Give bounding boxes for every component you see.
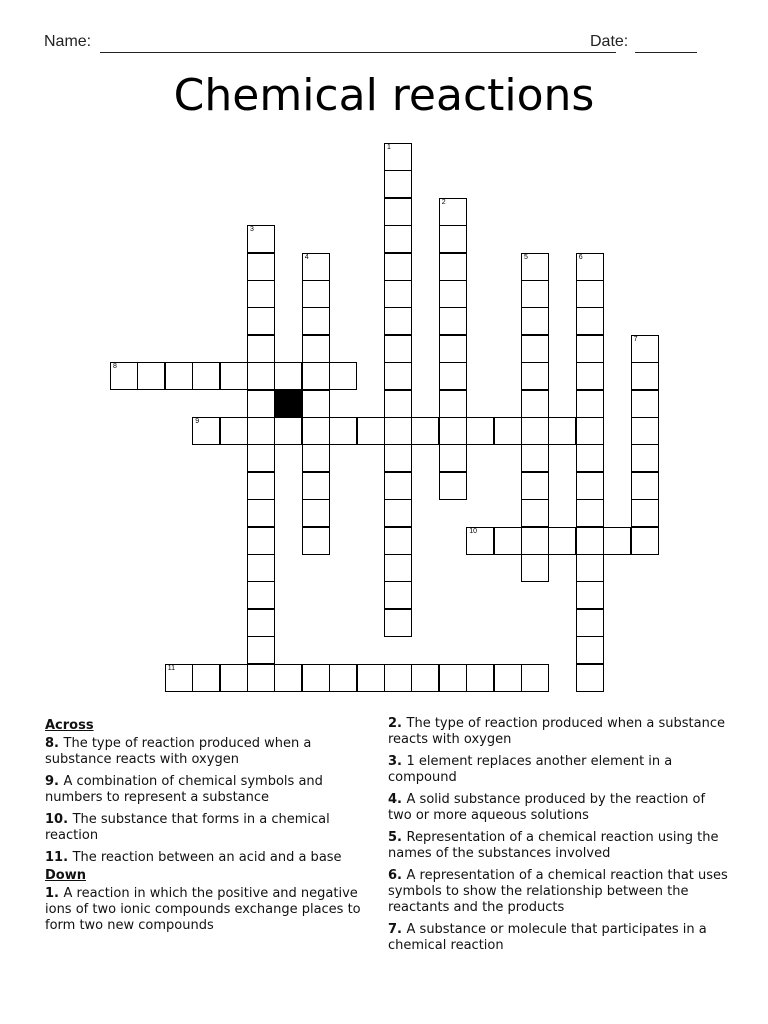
- crossword-cell[interactable]: [247, 390, 275, 418]
- clue-text: A combination of chemical symbols and numbers to represent a substance: [45, 774, 323, 805]
- crossword-cell[interactable]: [274, 417, 302, 445]
- crossword-cell[interactable]: [576, 444, 604, 472]
- crossword-cell[interactable]: [302, 335, 330, 363]
- crossword-cell[interactable]: [521, 390, 549, 418]
- crossword-cell[interactable]: [466, 417, 494, 445]
- crossword-cell[interactable]: [384, 664, 412, 692]
- cell-number: 1: [387, 144, 391, 151]
- crossword-cell[interactable]: [521, 499, 549, 527]
- crossword-cell[interactable]: [302, 280, 330, 308]
- crossword-cell[interactable]: [439, 225, 467, 253]
- crossword-cell[interactable]: [192, 664, 220, 692]
- clue-text: The type of reaction produced when a substance reacts with oxygen: [45, 736, 312, 767]
- crossword-cell[interactable]: [247, 225, 275, 253]
- crossword-cell[interactable]: [494, 664, 522, 692]
- clue-down-4: 4. A solid substance produced by the reaction of two or more aqueous solutions: [388, 792, 706, 823]
- crossword-cell[interactable]: [521, 444, 549, 472]
- crossword-cell[interactable]: [576, 253, 604, 281]
- crossword-cell[interactable]: [631, 335, 659, 363]
- crossword-cell[interactable]: [384, 472, 412, 500]
- clue-down-6: 6. A representation of a chemical reaction that uses symbols to show the relationship between the reactants and the products: [388, 868, 728, 915]
- clues-left-column: [45, 716, 377, 940]
- cell-number: 11: [167, 664, 176, 672]
- crossword-cell[interactable]: [576, 362, 604, 390]
- crossword-cell[interactable]: [439, 198, 467, 226]
- crossword-cell[interactable]: [521, 472, 549, 500]
- crossword-cell[interactable]: [439, 417, 467, 445]
- page-title: Chemical reactions: [173, 70, 595, 121]
- clue-text: 1 element replaces another element in a compound: [388, 754, 673, 785]
- crossword-cell[interactable]: [302, 362, 330, 390]
- crossword-cell[interactable]: [521, 307, 549, 335]
- crossword-cell[interactable]: [411, 664, 439, 692]
- crossword-cell[interactable]: [247, 335, 275, 363]
- crossword-cell[interactable]: [247, 280, 275, 308]
- clue-number: 10: [45, 812, 64, 827]
- clue-text: A reaction in which the positive and negative ions of two ionic compounds exchange places to form two new compounds: [45, 886, 361, 933]
- crossword-cell[interactable]: [137, 362, 165, 390]
- crossword-cell[interactable]: [576, 472, 604, 500]
- clue-down-2: 2. The type of reaction produced when a substance reacts with oxygen: [388, 716, 725, 747]
- clue-text: A substance or molecule that participates in a chemical reaction: [388, 922, 707, 953]
- cell-number: 8: [113, 363, 117, 371]
- crossword-cell[interactable]: [247, 581, 275, 609]
- crossword-cell[interactable]: [631, 499, 659, 527]
- cell-number: 3: [250, 226, 254, 234]
- crossword-cell[interactable]: [384, 170, 412, 198]
- clue-down-7: 7. A substance or molecule that participates in a chemical reaction: [388, 922, 707, 953]
- crossword-cell[interactable]: [247, 499, 275, 527]
- clue-number: 6: [388, 868, 398, 883]
- crossword-cell[interactable]: [439, 664, 467, 692]
- crossword-cell[interactable]: [521, 253, 549, 281]
- crossword-cell[interactable]: [165, 362, 193, 390]
- across-heading: Across: [45, 718, 94, 733]
- crossword-cell[interactable]: [439, 280, 467, 308]
- crossword-cell[interactable]: [384, 499, 412, 527]
- clue-text: The reaction between an acid and a base: [72, 850, 342, 865]
- crossword-cell[interactable]: [521, 335, 549, 363]
- crossword-cell[interactable]: [384, 225, 412, 253]
- crossword-cell[interactable]: [384, 527, 412, 555]
- crossword-cell[interactable]: [439, 472, 467, 500]
- crossword-cell[interactable]: [439, 444, 467, 472]
- crossword-cell[interactable]: [631, 390, 659, 418]
- cell-number: 6: [578, 253, 583, 261]
- crossword-cell[interactable]: [302, 444, 330, 472]
- crossword-cell[interactable]: [302, 390, 330, 418]
- crossword-cell[interactable]: [302, 527, 330, 555]
- crossword-cell[interactable]: [548, 417, 576, 445]
- cell-number: 5: [524, 253, 528, 261]
- clue-text: Representation of a chemical reaction using the names of the substances involved: [388, 830, 719, 861]
- crossword-cell[interactable]: [247, 636, 275, 664]
- crossword-cell[interactable]: [247, 527, 275, 555]
- clue-down-5: 5. Representation of a chemical reaction using the names of the substances involved: [388, 830, 719, 861]
- crossword-cell[interactable]: [274, 664, 302, 692]
- crossword-cell[interactable]: [576, 417, 604, 445]
- black-square: [274, 390, 302, 418]
- crossword-cell[interactable]: [631, 444, 659, 472]
- crossword-cell[interactable]: [411, 417, 439, 445]
- crossword-cell[interactable]: [247, 554, 275, 582]
- date-label: Date:: [590, 33, 629, 50]
- clue-number: 8: [45, 736, 55, 751]
- crossword-cell[interactable]: [603, 527, 631, 555]
- clues-right-column: [388, 716, 728, 960]
- crossword-cell[interactable]: [576, 335, 604, 363]
- crossword-cell[interactable]: [357, 417, 385, 445]
- crossword-cell[interactable]: [576, 581, 604, 609]
- crossword-cell[interactable]: [521, 527, 549, 555]
- crossword-cell[interactable]: [576, 390, 604, 418]
- crossword-cell[interactable]: [302, 664, 330, 692]
- crossword-cell[interactable]: [302, 307, 330, 335]
- crossword-cell[interactable]: [247, 472, 275, 500]
- clue-down-1: 1. A reaction in which the positive and negative ions of two ionic compounds exchange places to form two new compounds: [45, 886, 361, 933]
- crossword-cell[interactable]: [247, 253, 275, 281]
- crossword-cell[interactable]: [521, 554, 549, 582]
- crossword-cell[interactable]: [576, 636, 604, 664]
- crossword-cell[interactable]: [631, 472, 659, 500]
- crossword-cell[interactable]: [631, 362, 659, 390]
- clue-number: 5: [388, 830, 398, 845]
- crossword-cell[interactable]: [576, 527, 604, 555]
- crossword-cell[interactable]: [384, 417, 412, 445]
- clue-across-8: 8. The type of reaction produced when a substance reacts with oxygen: [45, 736, 312, 767]
- crossword-cell[interactable]: [247, 362, 275, 390]
- crossword-cell[interactable]: [220, 417, 248, 445]
- crossword-cell[interactable]: [247, 307, 275, 335]
- cell-number: 9: [195, 418, 200, 425]
- crossword-cell[interactable]: [521, 280, 549, 308]
- cell-number: 4: [304, 253, 309, 261]
- crossword-cell[interactable]: [384, 253, 412, 281]
- clue-text: The type of reaction produced when a substance reacts with oxygen: [388, 716, 725, 747]
- crossword-cell[interactable]: [302, 472, 330, 500]
- clue-number: 7: [388, 922, 398, 937]
- crossword-cell[interactable]: [110, 362, 138, 390]
- clue-text: A representation of a chemical reaction that uses symbols to show the relationship between the reactants and the products: [388, 868, 728, 915]
- clue-text: The substance that forms in a chemical reaction: [45, 812, 330, 843]
- crossword-cell[interactable]: [302, 499, 330, 527]
- crossword-cell[interactable]: [631, 527, 659, 555]
- crossword-cell[interactable]: [576, 280, 604, 308]
- clue-across-11: 11. The reaction between an acid and a base: [45, 850, 342, 865]
- crossword-cell[interactable]: [576, 554, 604, 582]
- crossword-cell[interactable]: [247, 444, 275, 472]
- clue-number: 2: [388, 716, 398, 731]
- crossword-cell[interactable]: [439, 362, 467, 390]
- crossword-cell[interactable]: [494, 417, 522, 445]
- cell-number: 10: [469, 527, 477, 535]
- crossword-cell[interactable]: [576, 307, 604, 335]
- crossword-cell[interactable]: [576, 664, 604, 692]
- crossword-cell[interactable]: [247, 609, 275, 637]
- crossword-cell[interactable]: [439, 307, 467, 335]
- crossword-cell[interactable]: [631, 417, 659, 445]
- clue-number: 4: [388, 792, 398, 807]
- crossword-cell[interactable]: [384, 143, 412, 171]
- crossword-cell[interactable]: [439, 390, 467, 418]
- crossword-cell[interactable]: [384, 335, 412, 363]
- crossword-cell[interactable]: [521, 664, 549, 692]
- crossword-cell[interactable]: [439, 253, 467, 281]
- clue-across-10: 10. The substance that forms in a chemical reaction: [45, 812, 330, 843]
- crossword-cell[interactable]: [576, 499, 604, 527]
- clue-number: 11: [45, 850, 64, 865]
- crossword-cell[interactable]: [466, 527, 494, 555]
- crossword-cell[interactable]: [384, 609, 412, 637]
- crossword-cell[interactable]: [302, 417, 330, 445]
- crossword-cell[interactable]: [384, 280, 412, 308]
- crossword-cell[interactable]: [466, 664, 494, 692]
- crossword-cell[interactable]: [384, 362, 412, 390]
- crossword-cell[interactable]: [220, 362, 248, 390]
- crossword-cell[interactable]: [384, 390, 412, 418]
- crossword-cell[interactable]: [494, 527, 522, 555]
- down-heading: Down: [45, 868, 86, 883]
- name-label: Name:: [44, 33, 92, 50]
- crossword-cell[interactable]: [384, 307, 412, 335]
- clue-number: 3: [388, 754, 398, 769]
- clue-number: 1: [45, 886, 55, 901]
- crossword-cell[interactable]: [302, 253, 330, 281]
- crossword-cell[interactable]: [384, 198, 412, 226]
- crossword-cell[interactable]: [576, 609, 604, 637]
- cell-number: 7: [633, 335, 638, 343]
- crossword-cell[interactable]: [247, 417, 275, 445]
- crossword-cell[interactable]: [192, 362, 220, 390]
- crossword-cell[interactable]: [357, 664, 385, 692]
- crossword-cell[interactable]: [329, 417, 357, 445]
- clue-number: 9: [45, 774, 55, 789]
- crossword-cell[interactable]: [384, 444, 412, 472]
- crossword-cell[interactable]: [220, 664, 248, 692]
- clue-down-3: 3. 1 element replaces another element in a compound: [388, 754, 673, 785]
- crossword-cell[interactable]: [165, 664, 193, 692]
- crossword-cell[interactable]: [521, 417, 549, 445]
- crossword-cell[interactable]: [192, 417, 220, 445]
- crossword-cell[interactable]: [439, 335, 467, 363]
- crossword-cell[interactable]: [384, 554, 412, 582]
- clue-across-9: 9. A combination of chemical symbols and numbers to represent a substance: [45, 774, 323, 805]
- crossword-cell[interactable]: [521, 362, 549, 390]
- crossword-cell[interactable]: [247, 664, 275, 692]
- crossword-cell[interactable]: [384, 581, 412, 609]
- crossword-cell[interactable]: [274, 362, 302, 390]
- crossword-cell[interactable]: [329, 362, 357, 390]
- cell-number: 2: [441, 198, 446, 206]
- clue-text: A solid substance produced by the reaction of two or more aqueous solutions: [388, 792, 706, 823]
- crossword-cell[interactable]: [329, 664, 357, 692]
- crossword-cell[interactable]: [548, 527, 576, 555]
